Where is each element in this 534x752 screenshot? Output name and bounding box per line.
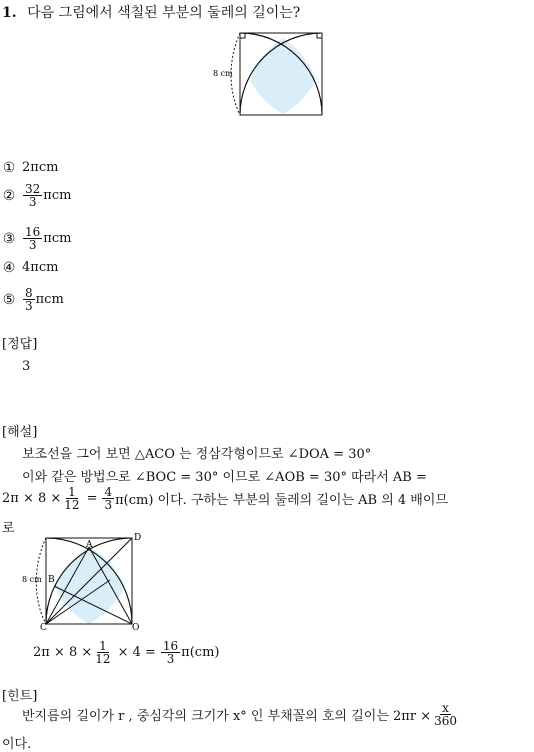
solution-line-3 [2, 486, 448, 511]
point-a-label: A [86, 540, 93, 550]
option-marker: ⑤ [2, 291, 16, 308]
equals-sign: = [86, 491, 98, 506]
option-fraction: $\frac{16}{3}$ [25, 225, 41, 252]
solution-line-4: 로 [2, 521, 15, 536]
solution-figure [20, 530, 145, 635]
solution-line-3a: 2π × 8 × [2, 491, 62, 506]
question-number: 1. [2, 5, 17, 21]
option-fraction: $\frac{8}{3}$ [25, 286, 33, 313]
point-d-label: D [134, 533, 142, 543]
option-2[interactable] [2, 183, 71, 208]
equation-part-b: × 4 = [117, 645, 156, 660]
option-1[interactable] [2, 160, 58, 175]
question-text: 다음 그림에서 색칠된 부분의 둘레의 길이는? [27, 5, 301, 21]
equation-fraction-1-12: $\frac{1}{12}$ [95, 639, 111, 666]
option-text: 4π cm [22, 260, 59, 275]
solution-figure-label: 8 cm [22, 575, 42, 584]
option-marker: ① [2, 159, 16, 176]
option-marker: ④ [2, 259, 16, 276]
option-4[interactable] [2, 260, 58, 275]
solution-equation [33, 640, 219, 665]
solution-shaded-region [54, 547, 125, 624]
shaded-region [250, 38, 316, 114]
equation-fraction-16-3: $\frac{16}{3}$ [162, 639, 179, 666]
option-fraction: $\frac{32}{3}$ [25, 182, 41, 209]
option-text: $\frac{32}{3}$ πcm [25, 182, 72, 209]
question-line [2, 2, 300, 22]
point-b-label: B [48, 575, 55, 585]
option-5[interactable] [2, 287, 64, 312]
answer-heading: [정답] [2, 337, 38, 352]
hint-line-2: 이다. [2, 737, 32, 752]
fraction-4-3: $\frac{4}{3}$ [104, 485, 113, 512]
hint-line-1 [22, 702, 460, 727]
hint-fraction: $\frac{x}{360}$ [434, 701, 457, 728]
solution-line-1: 보조선을 그어 보면 △ACO 는 정삼각형이므로 ∠DOA = 30° [22, 447, 372, 462]
solution-line-3c: π(cm) 이다. 구하는 부분의 둘레의 길이는 AB 의 4 배이므 [115, 493, 448, 508]
point-o-label: O [132, 623, 140, 633]
hint-heading: [힌트] [2, 689, 38, 704]
equation-part-a: 2π × 8 × [33, 645, 93, 660]
option-3[interactable] [2, 226, 71, 251]
solution-heading: [해설] [2, 425, 38, 440]
fraction-1-12: $\frac{1}{12}$ [64, 485, 80, 512]
point-c-label: C [40, 623, 47, 633]
option-marker: ③ [2, 230, 16, 247]
hint-text: 반지름의 길이가 r , 중심각의 크기가 x° 인 부채꼴의 호의 길이는 2πr × [22, 709, 432, 724]
equation-part-c: π(cm) [181, 645, 220, 660]
figure-label: 8 cm [213, 69, 233, 78]
option-marker: ② [2, 187, 16, 204]
option-text: 2π cm [22, 160, 59, 175]
option-text: $\frac{16}{3}$ πcm [25, 225, 72, 252]
question-figure [205, 25, 330, 120]
answer-value: 3 [22, 359, 31, 374]
option-text: $\frac{8}{3}$ πcm [25, 286, 64, 313]
solution-line-2: 이와 같은 방법으로 ∠BOC = 30° 이므로 ∠AOB = 30° 따라서 AB = [22, 470, 427, 485]
